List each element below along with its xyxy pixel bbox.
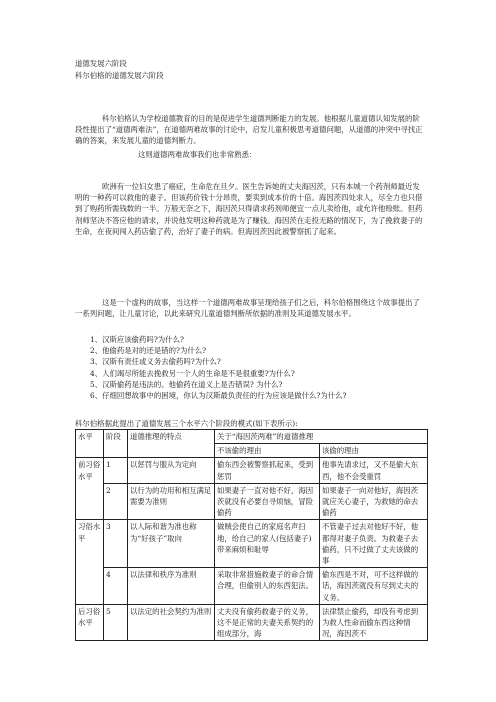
table-row <box>76 520 428 568</box>
no-steal-cell: 做贼会使自己的家庭名声扫地，给自己的家人(包括妻子)带来麻烦和耻辱 <box>215 520 320 568</box>
steal-cell: 不管妻子过去对他好不好，他都得对妻子负责。为救妻子去偷药，只不过做了丈夫该做的事 <box>320 520 428 568</box>
table-caption: 科尔伯格据此提出了道德发展三个水平六个阶段的模式(如下表所示): <box>75 419 298 428</box>
header-reasoning: 关于“海因茨两难”的道德推理 <box>215 430 428 444</box>
question-item: 3、汉斯有责任或义务去偷药吗?为什么? <box>90 357 221 367</box>
feature-cell: 以法定的社会契约为准则 <box>128 604 215 641</box>
question-item: 1、汉斯应该偷药吗?为什么? <box>90 335 184 344</box>
question-item: 5、汉斯偷药是违法的。他偷药在道义上是否错误? 为什么? <box>90 379 283 389</box>
steal-cell: 法律禁止偷药，却没有考虑到为救人性命而偷东西这种情况，海因茨不 <box>320 604 428 641</box>
question-item: 2、他偷药是对的还是错的?为什么? <box>90 346 207 356</box>
question-list <box>90 334 347 401</box>
stage-cell: 5 <box>104 604 128 641</box>
steal-cell: 偷东西是不对，可不这样做的话，海因茨就没有尽到丈夫的义务。 <box>320 568 428 605</box>
no-steal-cell: 偷东西会被警察抓起来，受到惩罚 <box>215 458 320 483</box>
question-item: 4、人们竭尽所能去挽救另一个人的生命是不是很重要?为什么? <box>90 368 295 378</box>
table-row <box>76 483 428 520</box>
header-should-steal: 该偷的理由 <box>320 444 428 458</box>
level-cell: 前习俗水平 <box>76 458 104 520</box>
intro-paragraph: 科尔伯格认为学校道德教育的目的是促进学生道德判断能力的发展。他根据儿童道德认知发展的阶段性提出了“道德两难法”，在道德两难故事的讨论中，启发儿童积极思考道德问题，从道德的冲突中寻找正确的答案，来发展儿童的道德判断力。 <box>75 114 423 146</box>
document-title: 道德发展六阶段 <box>75 59 127 68</box>
table-row <box>76 568 428 605</box>
table-row <box>76 458 428 483</box>
header-feature: 道德推理的特点 <box>128 430 215 458</box>
feature-cell: 以行为的功用和相互满足需要为准则 <box>128 483 215 520</box>
stage-cell: 3 <box>104 520 128 568</box>
question-item: 6、仔细回想故事中的困境，你认为汉斯最负责任的行为应该是做什么?为什么? <box>90 390 347 400</box>
no-steal-cell: 丈夫没有偷药救妻子的义务，这不是正常的夫妻关系契约的组成部分，海 <box>215 604 320 641</box>
stage-cell: 2 <box>104 483 128 520</box>
steal-cell: 他事先请求过，又不是偷大东西，他不会受重罚 <box>320 458 428 483</box>
header-should-not-steal: 不该偷的理由 <box>215 444 320 458</box>
header-level: 水平 <box>76 430 104 458</box>
after-story-paragraph: 这是一个虚构的故事，当这样一个道德两难故事呈现给孩子们之后，科尔伯格围绕这个故事提出了一系列问题，让儿童讨论，以此来研究儿童道德判断所依据的准则及其道德发展水平。 <box>75 298 420 319</box>
level-cell: 习俗水平 <box>76 520 104 604</box>
stage-cell: 1 <box>104 458 128 483</box>
feature-cell: 以惩罚与服从为定向 <box>128 458 215 483</box>
level-cell: 后习俗水平 <box>76 604 104 641</box>
feature-cell: 以法律和秩序为准则 <box>128 568 215 605</box>
table-row <box>76 604 428 641</box>
intro-lead-line: 这则道德两难故事我们也非常熟悉： <box>138 150 257 159</box>
no-steal-cell: 采取非常措施救妻子的命合情合理，但偷别人的东西犯法。 <box>215 568 320 605</box>
feature-cell: 以人际和谐为准也称为“好孩子”取向 <box>128 520 215 568</box>
steal-cell: 如果妻子一向对他好，海因茨就应关心妻子，为救她的命去偷药 <box>320 483 428 520</box>
table-header-row <box>76 430 428 444</box>
document-subtitle: 科尔伯格的道德发展六阶段 <box>75 71 164 80</box>
stage-cell: 4 <box>104 568 128 605</box>
no-steal-cell: 如果妻子一直对他不好，海因茨就没有必要自寻烦恼，冒险偷药 <box>215 483 320 520</box>
moral-stages-table <box>75 429 428 641</box>
header-stage: 阶段 <box>104 430 128 458</box>
heinz-dilemma-story: 欧洲有一位妇女患了癌症，生命危在旦夕。医生告诉她的丈夫海因茨，只有本城一个药剂师最近发明的一种药可以救他的妻子。但该药价钱十分昂贵，要卖到成本价的十倍。海因茨四处求人，尽全力也只借到了购药所需钱数的一半。万般无奈之下，海因茨只得请求药剂师便宜一点儿卖给他，或允许他赊账。但药剂师坚决不答应他的请求，并说他发明这种药就是为了赚钱。海因茨在走投无路的情况下，为了挽救妻子的生命，在夜间闯入药店偷了药，治好了妻子的病。但海因茨因此被警察抓了起来。 <box>75 182 423 236</box>
